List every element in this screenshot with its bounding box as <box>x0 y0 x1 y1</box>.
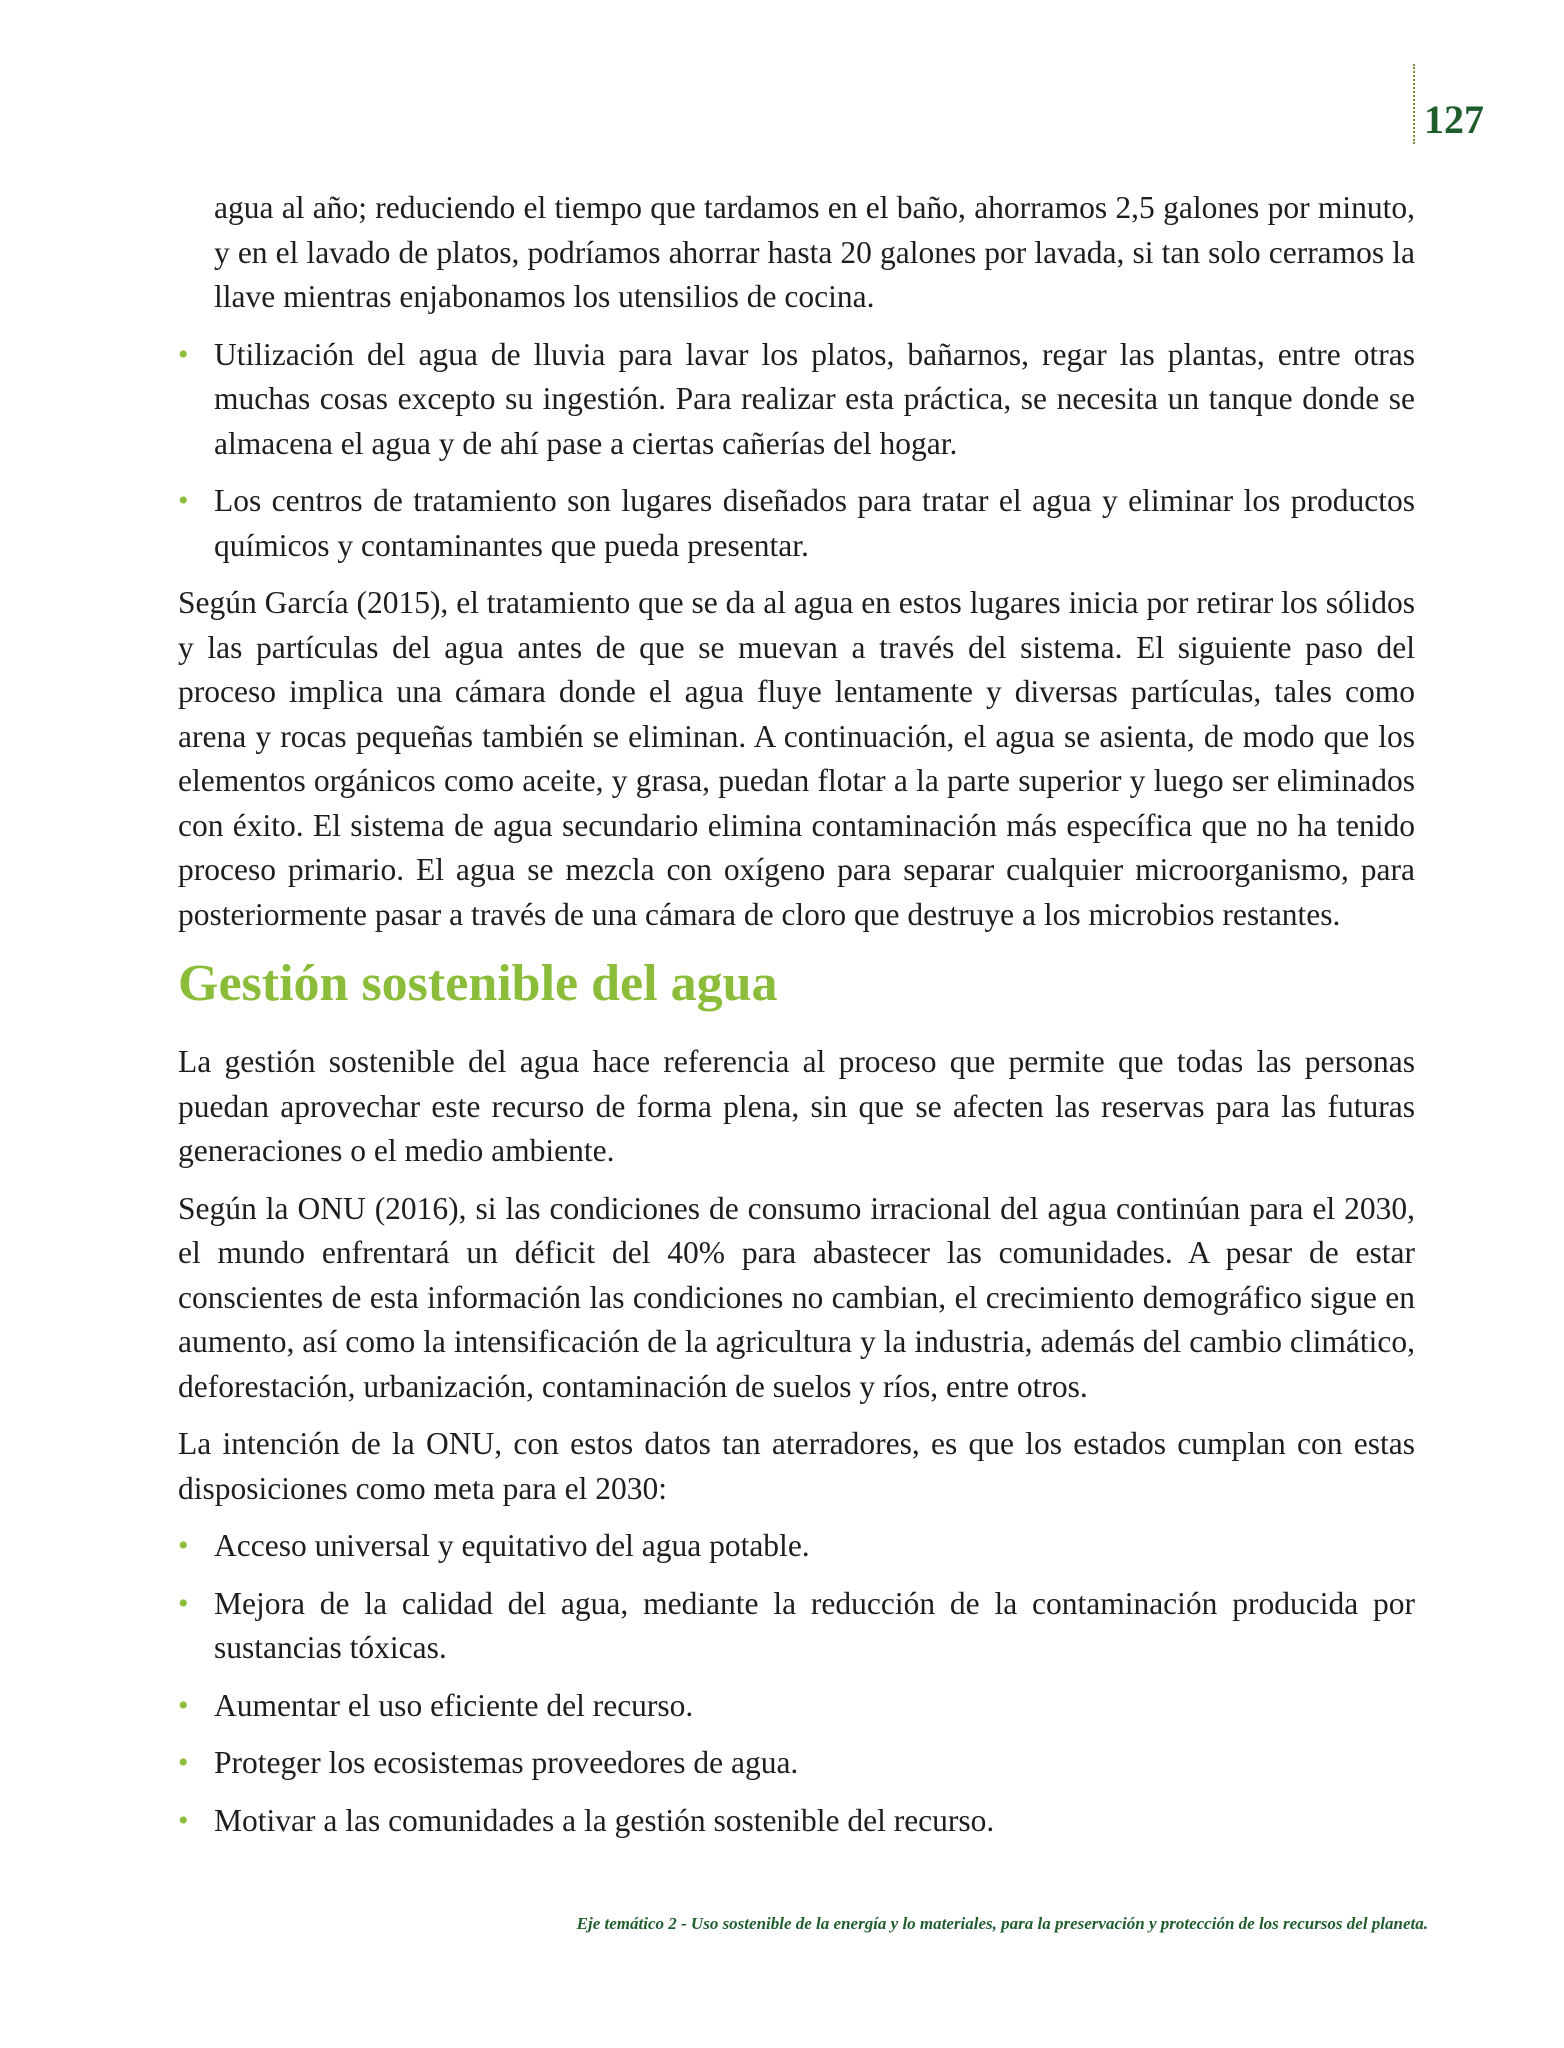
page-number: 127 <box>1424 97 1484 142</box>
bullet-icon: • <box>178 1803 189 1837</box>
list-item <box>178 333 1415 467</box>
page-body <box>178 186 1415 1856</box>
onu-paragraph: Según la ONU (2016), si las condiciones de consumo irracional del agua continúan para el 2030, el mundo enfrentará un déficit del 40% para abastecer las comunidades. A pesar de estar conscientes de esta información las condiciones no cambian, el crecimiento demográfico sigue en aumento, así como la intensificación de la agricultura y la industria, además del cambio climático, deforestación, urbanización, contaminación de suelos y ríos, entre otros. <box>178 1190 1415 1404</box>
list-item <box>178 1582 1415 1671</box>
bullet-icon: • <box>178 484 189 517</box>
list-item <box>178 1524 1415 1569</box>
bullet-icon: • <box>178 1586 189 1620</box>
treatment-bullet-list <box>178 333 1415 569</box>
list-item-text: Motivar a las comunidades a la gestión sostenible del recurso. <box>214 1802 995 1838</box>
list-item-text: Proteger los ecosistemas proveedores de agua. <box>214 1745 799 1781</box>
list-item-text: Aumentar el uso eficiente del recurso. <box>214 1687 694 1723</box>
section-heading: Gestión sostenible del agua <box>178 955 778 1012</box>
list-item <box>178 1741 1415 1786</box>
list-item-text: Mejora de la calidad del agua, mediante la reducción de la contaminación producida por sustancias tóxicas. <box>214 1585 1415 1666</box>
bullet-icon: • <box>178 337 189 371</box>
bullet-icon: • <box>178 1529 189 1563</box>
list-item <box>178 479 1415 568</box>
goals-bullet-list <box>178 1524 1415 1843</box>
list-item-text: Utilización del agua de lluvia para lavar los platos, bañarnos, regar las plantas, entre otras muchas cosas excepto su ingestión. Para realizar esta práctica, se necesita un tanque donde se almacena el agua y de ahí pase a ciertas cañerías del hogar. <box>214 336 1415 461</box>
list-item <box>178 1684 1415 1729</box>
bullet-icon: • <box>178 1746 189 1780</box>
intro-continuation-paragraph: agua al año; reduciendo el tiempo que tardamos en el baño, ahorramos 2,5 galones por minuto, y en el lavado de platos, podríamos ahorrar hasta 20 galones por lavada, si tan solo cerramos la llave mientras enjabonamos los utensilios de cocina. <box>214 190 1415 314</box>
bullet-icon: • <box>178 1688 189 1722</box>
list-item-text: Acceso universal y equitativo del agua potable. <box>214 1528 810 1564</box>
garcia-paragraph: Según García (2015), el tratamiento que se da al agua en estos lugares inicia por retirar los sólidos y las partículas del agua antes de que se muevan a través del sistema. El siguiente paso del proceso implica una cámara donde el agua fluye lentamente y diversas partículas, tales como arena y rocas pequeñas también se eliminan. A continuación, el agua se asienta, de modo que los elementos orgánicos como aceite, y grasa, puedan flotar a la parte superior y luego ser eliminados con éxito. El sistema de agua secundario elimina contaminación más específica que no ha tenido proceso primario. El agua se mezcla con oxígeno para separar cualquier microorganismo, para posteriormente pasar a través de una cámara de cloro que destruye a los microbios restantes. <box>178 585 1415 932</box>
definition-paragraph: La gestión sostenible del agua hace referencia al proceso que permite que todas las personas puedan aprovechar este recurso de forma plena, sin que se afecten las reservas para las futuras generaciones o el medio ambiente. <box>178 1044 1415 1169</box>
page-number-divider <box>1413 64 1415 144</box>
page-footer: Eje temático 2 - Uso sostenible de la energía y lo materiales, para la preservación y protección de los recursos del planeta. <box>576 1914 1428 1933</box>
list-item <box>178 1799 1415 1844</box>
list-item-text: Los centros de tratamiento son lugares diseñados para tratar el agua y eliminar los productos químicos y contaminantes que pueda presentar. <box>214 483 1415 563</box>
intention-paragraph: La intención de la ONU, con estos datos tan aterradores, es que los estados cumplan con estas disposiciones como meta para el 2030: <box>178 1426 1415 1506</box>
